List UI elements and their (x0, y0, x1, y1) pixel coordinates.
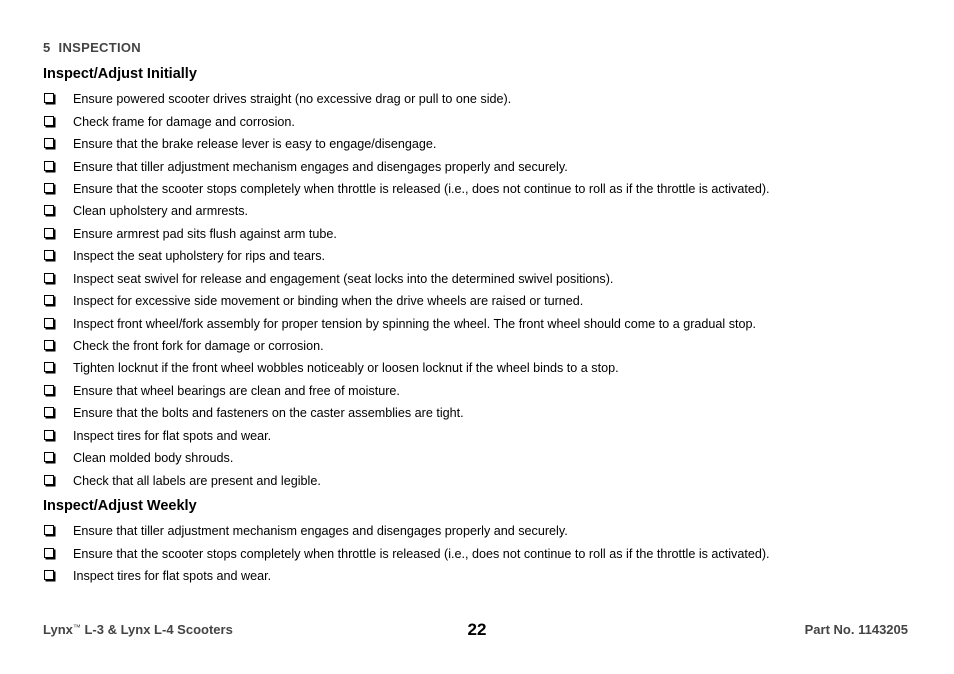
checkbox-icon (44, 295, 54, 305)
checklist-item-text: Ensure armrest pad sits flush against arm tube. (73, 226, 337, 241)
checklist-item-text: Inspect seat swivel for release and engagement (seat locks into the determined swivel positions). (73, 271, 614, 286)
checkbox-icon (44, 138, 54, 148)
checklist-item-text: Ensure that tiller adjustment mechanism engages and disengages properly and securely. (73, 159, 568, 174)
checklist-item-text: Clean upholstery and armrests. (73, 204, 248, 219)
checkbox-icon (44, 475, 54, 485)
checkbox-icon (44, 228, 54, 238)
checkbox-icon (44, 407, 54, 417)
section-header (43, 40, 141, 55)
checklist-item-text: Ensure powered scooter drives straight (no excessive drag or pull to one side). (73, 92, 512, 107)
checkbox-icon (44, 250, 54, 260)
checklist-item-text: Ensure that the bolts and fasteners on the caster assemblies are tight. (73, 406, 464, 421)
checklist-item-text: Check frame for damage and corrosion. (73, 114, 295, 129)
footer-product-models: L-3 & Lynx L-4 Scooters (80, 622, 233, 637)
initial-heading: Inspect/Adjust Initially (43, 66, 197, 82)
checklist-item (43, 245, 770, 267)
checklist-item-text: Clean molded body shrouds. (73, 451, 234, 466)
checklist-item (43, 380, 770, 402)
checklist-item (43, 268, 770, 290)
checkbox-icon (44, 525, 54, 535)
checkbox-icon (44, 318, 54, 328)
checklist-item (43, 565, 770, 587)
checklist-item (43, 357, 770, 379)
weekly-checklist (43, 520, 770, 587)
checklist-item (43, 223, 770, 245)
checklist-item (43, 200, 770, 222)
checkbox-icon (44, 93, 54, 103)
checklist-item-text: Inspect for excessive side movement or binding when the drive wheels are raised or turned. (73, 294, 584, 309)
checklist-item-text: Inspect the seat upholstery for rips and tears. (73, 249, 326, 264)
checklist-item-text: Tighten locknut if the front wheel wobbles noticeably or loosen locknut if the wheel binds to a stop. (73, 361, 619, 376)
checkbox-icon (44, 340, 54, 350)
checkbox-icon (44, 116, 54, 126)
initial-checklist (43, 88, 770, 492)
checklist-item (43, 469, 770, 491)
checkbox-icon (44, 570, 54, 580)
checklist-item-text: Ensure that the scooter stops completely when throttle is released (i.e., does not continue to roll as if the throttle is activated). (73, 181, 770, 196)
checkbox-icon (44, 205, 54, 215)
checklist-item-text: Inspect front wheel/fork assembly for proper tension by spinning the wheel. The front wheel should come to a gradual stop. (73, 316, 757, 331)
checklist-item-text: Ensure that tiller adjustment mechanism engages and disengages properly and securely. (73, 524, 568, 539)
footer-product-name: Lynx (43, 622, 73, 637)
checkbox-icon (44, 362, 54, 372)
page-number: 22 (467, 620, 487, 639)
trademark-symbol: ™ (72, 623, 81, 632)
footer-part-number: Part No. 1143205 (804, 622, 908, 637)
checkbox-icon (44, 161, 54, 171)
weekly-heading: Inspect/Adjust Weekly (43, 498, 197, 514)
checklist-item (43, 133, 770, 155)
checkbox-icon (44, 548, 54, 558)
section-title: INSPECTION (58, 40, 141, 55)
checklist-item (43, 155, 770, 177)
checkbox-icon (44, 430, 54, 440)
section-number: 5 (43, 40, 51, 55)
checklist-item-text: Ensure that the scooter stops completely when throttle is released (i.e., does not continue to roll as if the throttle is activated). (73, 546, 770, 561)
checkbox-icon (44, 452, 54, 462)
checklist-item-text: Ensure that wheel bearings are clean and free of moisture. (73, 383, 400, 398)
checklist-item (43, 447, 770, 469)
checklist-item-text: Ensure that the brake release lever is easy to engage/disengage. (73, 137, 437, 152)
checklist-item-text: Inspect tires for flat spots and wear. (73, 428, 272, 443)
checkbox-icon (44, 273, 54, 283)
checklist-item-text: Inspect tires for flat spots and wear. (73, 569, 272, 584)
checklist-item (43, 312, 770, 334)
checklist-item (43, 425, 770, 447)
checklist-item (43, 88, 770, 110)
checkbox-icon (44, 385, 54, 395)
checklist-item (43, 542, 770, 564)
checklist-item (43, 520, 770, 542)
checklist-item-text: Check the front fork for damage or corrosion. (73, 339, 324, 354)
checklist-item (43, 110, 770, 132)
checkbox-icon (44, 183, 54, 193)
checklist-item (43, 290, 770, 312)
checklist-item-text: Check that all labels are present and legible. (73, 473, 321, 488)
checklist-item (43, 402, 770, 424)
checklist-item (43, 178, 770, 200)
checklist-item (43, 335, 770, 357)
